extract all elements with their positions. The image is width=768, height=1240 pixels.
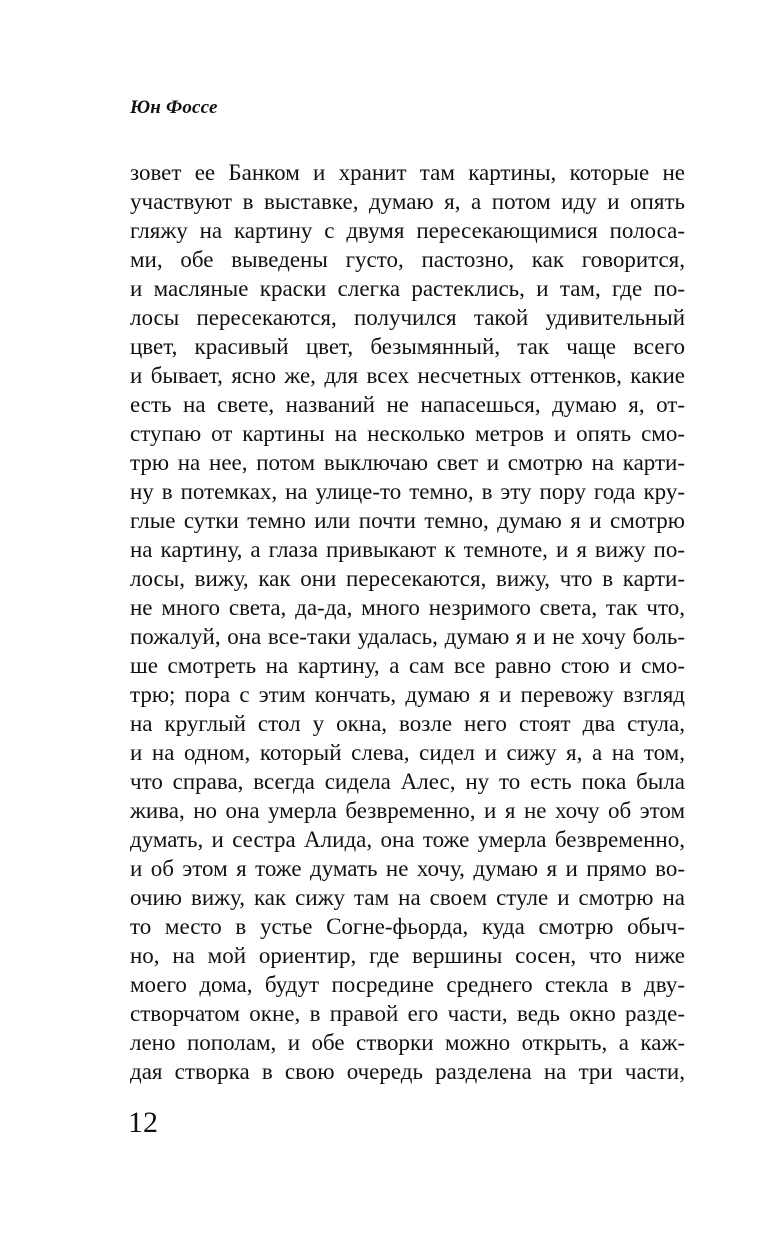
text-line: и об этом я тоже думать не хочу, думаю я и прямо во-	[130, 856, 685, 881]
text-line: и на одном, который слева, сидел и сижу я, а на том,	[130, 740, 685, 765]
text-line: гляжу на картину с двумя пересекающимися полоса-	[130, 218, 685, 243]
text-line: ми, обе выведены густо, пастозно, как говорится,	[130, 247, 685, 272]
text-line: моего дома, будут посредине среднего стекла в дву-	[130, 972, 685, 997]
text-line: очию вижу, как сижу там на своем стуле и смотрю на	[130, 885, 685, 910]
text-line: не много света, да-да, много незримого света, так что,	[130, 595, 685, 620]
text-line: есть на свете, названий не напасешься, думаю я, от-	[130, 392, 685, 417]
text-line: что справа, всегда сидела Алес, ну то есть пока была	[130, 769, 685, 794]
text-line: участвуют в выставке, думаю я, а потом иду и опять	[130, 189, 685, 214]
text-line: трю на нее, потом выключаю свет и смотрю на карти-	[130, 450, 685, 475]
page-number: 12	[128, 1106, 158, 1139]
text-line: думать, и сестра Алида, она тоже умерла безвременно,	[130, 827, 685, 852]
text-line: лосы пересекаются, получился такой удивительный	[130, 305, 685, 330]
text-line: глые сутки темно или почти темно, думаю я и смотрю	[130, 508, 685, 533]
text-line: на круглый стол у окна, возле него стоят два стула,	[130, 711, 685, 736]
body-text	[130, 158, 685, 1086]
text-line: и масляные краски слегка растеклись, и там, где по-	[130, 276, 685, 301]
text-line: трю; пора с этим кончать, думаю я и перевожу взгляд	[130, 682, 685, 707]
text-line: на картину, а глаза привыкают к темноте, и я вижу по-	[130, 537, 685, 562]
text-line: ступаю от картины на несколько метров и опять смо-	[130, 421, 685, 446]
text-line: пожалуй, она все-таки удалась, думаю я и не хочу боль-	[130, 624, 685, 649]
running-head-author: Юн Фоссе	[130, 97, 218, 118]
text-line: зовет ее Банком и хранит там картины, которые не	[130, 160, 685, 185]
text-line: ну в потемках, на улице-то темно, в эту пору года кру-	[130, 479, 685, 504]
text-line: цвет, красивый цвет, безымянный, так чаще всего	[130, 334, 685, 359]
text-line: но, на мой ориентир, где вершины сосен, что ниже	[130, 943, 685, 968]
text-line: ше смотреть на картину, а сам все равно стою и смо-	[130, 653, 685, 678]
text-line: дая створка в свою очередь разделена на три части,	[130, 1059, 685, 1084]
text-line: лосы, вижу, как они пересекаются, вижу, что в карти-	[130, 566, 685, 591]
text-line: лено пополам, и обе створки можно открыть, а каж-	[130, 1030, 685, 1055]
text-line: то место в устье Согне-фьорда, куда смотрю обыч-	[130, 914, 685, 939]
text-line: и бывает, ясно же, для всех несчетных оттенков, какие	[130, 363, 685, 388]
text-line: жива, но она умерла безвременно, и я не хочу об этом	[130, 798, 685, 823]
text-line: створчатом окне, в правой его части, ведь окно разде-	[130, 1001, 685, 1026]
